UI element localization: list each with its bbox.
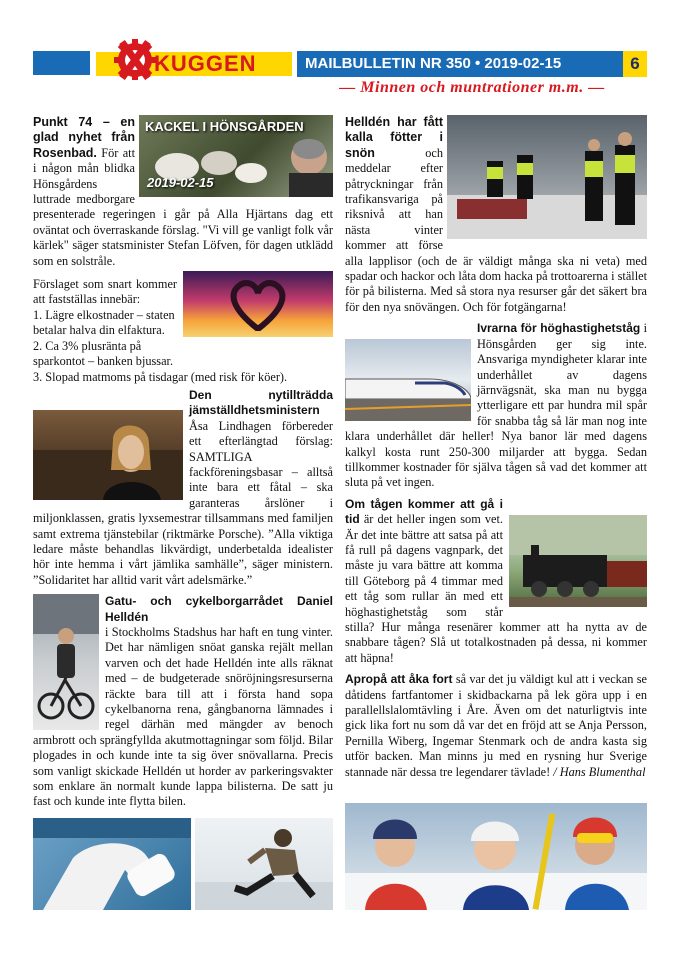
cyclist-image (33, 594, 99, 730)
page-number-text: 6 (630, 54, 640, 73)
tid-headline: Om tågen kommer att gå i tid (345, 496, 503, 527)
gear-x-icon (112, 38, 158, 80)
broken-arm-image (33, 818, 191, 910)
gatuborgarradet-headline: Gatu- och cykelborgarrådet Daniel Helldén (105, 594, 333, 624)
slipping-man-image (195, 818, 333, 910)
kalla-fotter-body: och meddelar efter påtryckningar från trafikansvariga på riksnivå att han nästa vinter kommer att förse alla lapplisor (och de är väldigt många ska ni veta) med spadar och hackor och låta dom hacka på trottoarerna i stället för på bilisterna. Med så stora nya resurser går det säkert bra för den nya snövängen. Och för fotgängarna! (345, 145, 647, 314)
article-gatuborgarradet (33, 594, 333, 810)
article-fort (345, 672, 647, 780)
kackel-caption: KACKEL I HÖNSGÅRDEN (145, 119, 304, 134)
tid-body: är det heller ingen som vet. Är det inte bättre att satsa på att få rull på dagens vagnpark, det måste ju vara bättre att komma till Göteborg på 4 timmar med ett tåg som rullar än med ett höghastighetståg som står stilla? Hur många resenärer kommer att ha nytta av de snabbare tågen? Slå ut totalkostnaden på dessa, ni kommer att häpna! (345, 512, 647, 665)
fort-byline: / Hans Blumenthal (553, 764, 646, 779)
article-jamstalldhet (33, 388, 333, 588)
article-hoghastighet (345, 321, 647, 490)
skiers-image (345, 803, 647, 910)
kalla-fotter-headline: Helldén har fått kalla fötter i snön (345, 115, 443, 160)
heart-icon (228, 279, 288, 331)
punkt74-p2: Förslaget som snart kommer att fastställas innebär: (33, 277, 177, 307)
logo-text: KUGGEN (154, 51, 257, 76)
kackel-image (139, 115, 333, 197)
bullet-train-image (345, 339, 471, 421)
fort-body: så var det ju väldigt kul att i veckan se dåtidens fartfantomer i skidbackarna på lek göra upp i en parallellslalomtävling i Åre. Även om det naturligtvis inte gick lika fort nu som då var det en fröjd att se Anja Persson, Pernilla Wiberg, Ingemar Stenmark och de andra kasta sig utför backen. Man minns ju med en rysning hur Sverige stannade när dessa tre legendarer tävlade! (345, 672, 647, 779)
article-kalla-fotter (345, 115, 647, 315)
list-item: 3. Slopad matmoms på tisdagar (med risk för köer). (33, 369, 288, 384)
minister-image (33, 410, 183, 500)
gatuborgarradet-body: i Stockholms Stadshus har haft en tung vinter. Det har nämligen snöat ganska rejält mellan varven och det hade Helldén inte alls räknat med – de budgeterade snöröjningsresurserna räckte bara till att i första hand sopa cykelbanorna rena, gångbanorna lämnades i regel därhän med mängder av benoch armbrott och sprängfyllda akutmottagningar som följd. Bilar plogades in och kunde inte ta sig över snövallarna. Precis som vanligt skickade Helldén ut horder av parkeringsvakter som enklare än normalt kunde lappa bilisterna. De satt ju fast och kunde inte flytta bilen. (33, 625, 333, 809)
police-image (447, 115, 647, 239)
left-column (33, 115, 333, 810)
punkt74-p1: För att i någon mån blidka Hönsgårdens luttrade medborgare presenterade regeringen i går på Alla Hjärtans dag ett oväntat och överraskande förslag. "Vi vill ge vanligt folk vår kärlek" säger statsminister Stefan Löfven, för dagen utklädd som en solstråle. (33, 145, 333, 268)
hoghastighet-headline: Ivrarna för höghastighetståg (477, 321, 641, 336)
steam-train-image (509, 515, 647, 607)
hoghastighet-body: i Hönsgården ger sig inte. Ansvariga myndigheter klarar inte underhållet av dagens järnvägsnät, ska man nu bygga ytterligare ett par hundra mil spår för snabba tåg så lär man nog inte klara underhållet där heller! Nya banor lär med dagens kalkyl kosta runt 250-300 miljarder att bygga. Sedan tillkommer kostnader för själva tågen så vad det kommer att sluta på vet ingen. (345, 321, 647, 490)
list-item: 2. Ca 3% plusränta på sparkontot – banken bjussar. (33, 338, 174, 369)
bulletin-banner (297, 51, 647, 77)
list-item: 1. Lägre elkostnader – staten betalar halva din elfaktura. (33, 307, 175, 338)
page-number (623, 51, 647, 77)
kackel-date: 2019-02-15 (147, 175, 214, 190)
heart-hands-image (183, 271, 333, 337)
punkt74-headline: Punkt 74 – en glad nyhet från Rosenbad. (33, 115, 135, 160)
jamstalldhet-headline: Den nytillträdda jämställdhetsministern (189, 387, 333, 418)
subtitle: — Minnen och muntrationer m.m. — (339, 79, 605, 96)
kuggen-logo (96, 38, 292, 78)
fort-headline: Apropå att åka fort (345, 672, 453, 687)
right-column (345, 115, 647, 780)
article-punkt74 (33, 115, 333, 385)
jamstalldhet-body: Åsa Lindhagen förbereder ett efterlängtad förslag: SAMTLIGA fackföreningsbasar – alltså inte bara ett fåtal – ska garanteras årslöner i miljonklassen, gratis lyxsemestrar tillsammans med familjen samt extrema tjänstebilar (riktmärke Porsche). ”Alla viktiga ledare måste behandlas likvärdigt, underbetalda idealister hör inte hemma i vårt jämlika samhälle”, säger ministern. ”Solidaritet har alltid varit vårt adelsmärke.” (33, 418, 333, 587)
article-tid (345, 497, 647, 666)
header-blue-block-left (33, 51, 90, 75)
bulletin-title: MAILBULLETIN NR 350 • 2019-02-15 (305, 55, 562, 72)
